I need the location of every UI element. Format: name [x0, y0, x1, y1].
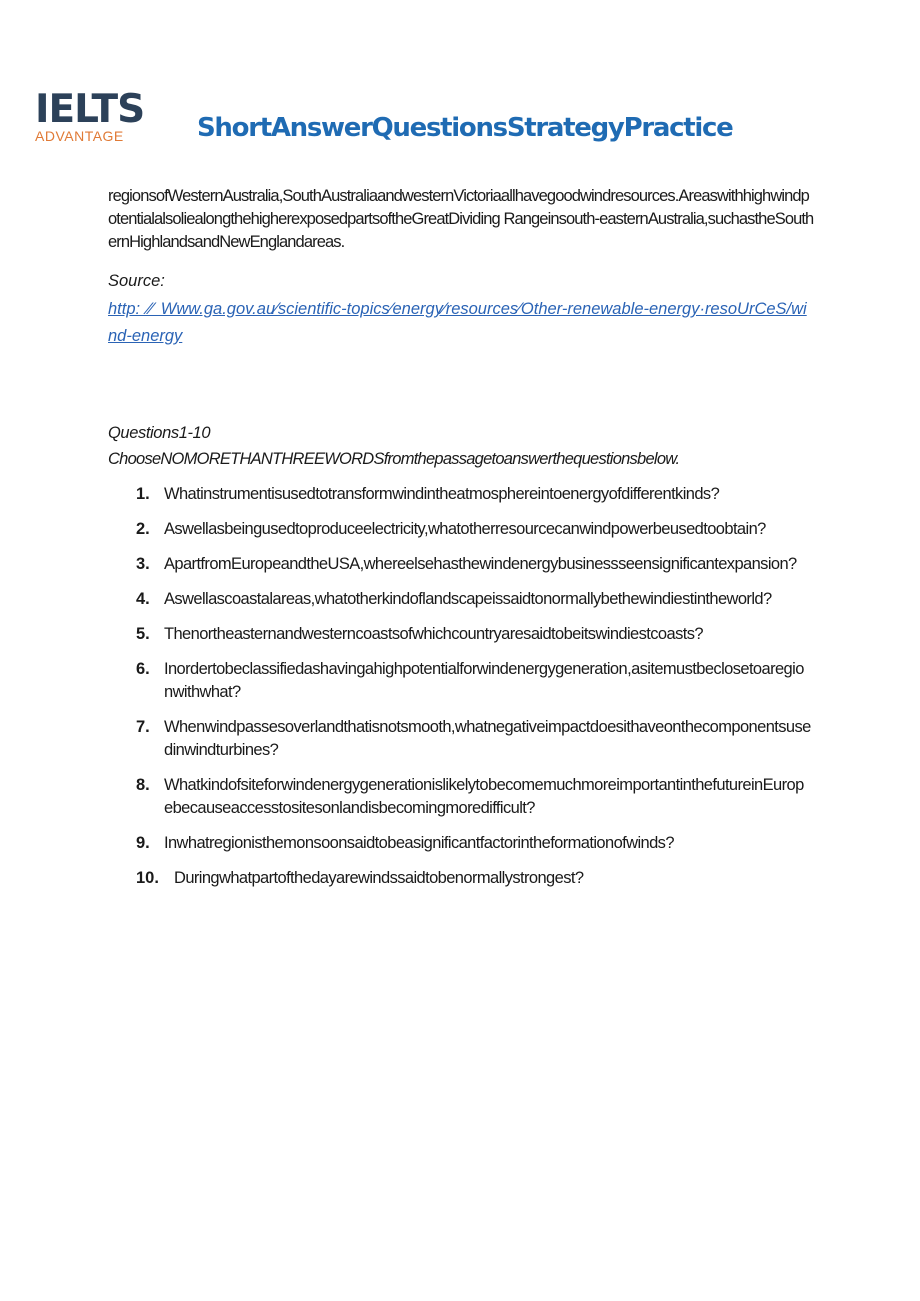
question-text: Duringwhatpartofthedayarewindssaidtobenormallystrongest? — [174, 869, 584, 887]
question-text: Whenwindpassesoverlandthatisnotsmooth,whatnegativeimpactdoesithaveonthecomponentsusedinwindturbines? — [164, 718, 811, 759]
logo-wordmark: IELTS — [35, 90, 145, 132]
questions-instruction: ChooseNOMORETHANTHREEWORDSfromthepassagetoanswerthequestionsbelow. — [108, 450, 680, 468]
source-link[interactable]: http: ⁄⁄ Www.ga.gov.au⁄scientific-topics⁄energy⁄resources⁄Other-renewable-energy·resoUrCeS/wind-energy — [108, 300, 807, 345]
question-item — [136, 658, 812, 704]
question-item — [136, 623, 812, 646]
question-number: 10. — [136, 869, 159, 887]
questions-heading: Questions1-10 — [108, 424, 211, 442]
question-text: Inwhatregionisthemonsoonsaidtobeasignificantfactorintheformationofwinds? — [164, 834, 674, 852]
source-label: Source: — [108, 272, 165, 290]
question-item — [136, 588, 812, 611]
question-item — [136, 483, 812, 506]
question-text: Aswellasbeingusedtoproduceelectricity,whatotherresourcecanwindpowerbeusedtoobtain? — [164, 520, 766, 538]
question-text: ApartfromEuropeandtheUSA,whereelsehasthewindenergybusinessseensignificantexpansion? — [164, 555, 797, 573]
passage-text: regionsofWesternAustralia,SouthAustraliaandwesternVictoriaallhavegoodwindresources.AreaswithhighwindpotentialalsoliealongthehigherexposedpartsoftheGreatDividing Rangeinsouth-easternAustralia,suchastheSouthernHighlandsandNewEnglandareas. — [108, 187, 814, 251]
question-number: 5. — [136, 625, 150, 643]
question-text: WhatkindofsiteforwindenergygenerationislikelytobecomemuchmoreimportantinthefutureinEuropebecauseaccesstositesonlandisbecomingmoredifficult? — [164, 776, 804, 817]
question-number: 3. — [136, 555, 150, 573]
question-number: 1. — [136, 485, 150, 503]
question-text: Inordertobeclassifiedashavingahighpotentialforwindenergygeneration,asitemustbeclosetoaregionwithwhat? — [164, 660, 804, 701]
question-item — [136, 832, 812, 855]
question-number: 6. — [136, 660, 150, 678]
question-item — [136, 716, 812, 762]
question-text: Whatinstrumentisusedtotransformwindintheatmosphereintoenergyofdifferentkinds? — [164, 485, 720, 503]
page-title: ShortAnswerQuestionsStrategyPractice — [197, 113, 733, 143]
logo-subtitle: ADVANTAGE — [35, 128, 124, 142]
question-number: 7. — [136, 718, 150, 736]
question-number: 4. — [136, 590, 150, 608]
question-text: Aswellascoastalareas,whatotherkindoflandscapeissaidtonormallybethewindiestintheworld? — [164, 590, 772, 608]
question-number: 9. — [136, 834, 150, 852]
ielts-advantage-logo — [35, 90, 155, 142]
question-number: 2. — [136, 520, 150, 538]
question-list — [136, 483, 812, 902]
question-text: Thenortheasternandwesterncoastsofwhichcountryaresaidtobeitswindiestcoasts? — [164, 625, 703, 643]
question-item — [136, 518, 812, 541]
question-number: 8. — [136, 776, 150, 794]
question-item — [136, 774, 812, 820]
question-item — [136, 867, 812, 890]
question-item — [136, 553, 812, 576]
